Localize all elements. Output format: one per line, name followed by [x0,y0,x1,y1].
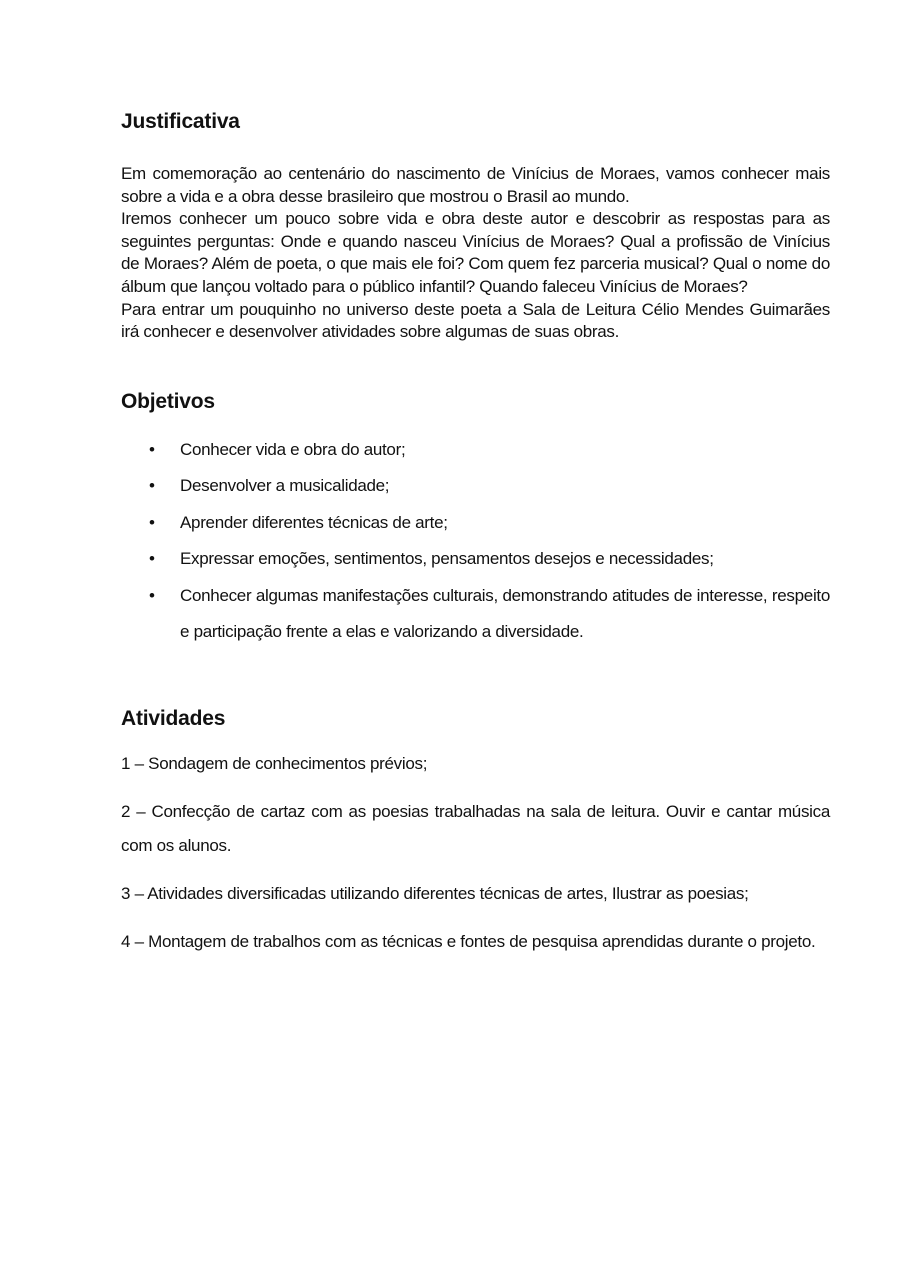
justificativa-paragraph: Iremos conhecer um pouco sobre vida e obra deste autor e descobrir as respostas para as seguintes perguntas: Onde e quando nasceu Vinícius de Moraes? Qual a profissão de Vinícius de Moraes? Além de poeta, o que mais ele foi? Com quem fez parceria musical? Qual o nome do álbum que lançou voltado para o público infantil? Quando faleceu Vinícius de Moraes? [121,209,830,296]
list-item [121,432,830,469]
justificativa-heading: Justificativa [121,110,240,133]
bullet-icon: • [149,585,155,605]
list-item [121,578,830,651]
bullet-icon: • [149,439,155,459]
bullet-icon: • [149,512,155,532]
list-item [121,468,830,505]
objetivos-list [121,432,830,651]
atividade-item: 2 – Confecção de cartaz com as poesias trabalhadas na sala de leitura. Ouvir e cantar música com os alunos. [121,801,830,855]
objetivos-heading: Objetivos [121,389,215,413]
atividade-item: 3 – Atividades diversificadas utilizando diferentes técnicas de artes, Ilustrar as poesias; [121,883,749,903]
list-item-text: Conhecer vida e obra do autor; [180,439,406,459]
document-page [121,110,830,973]
list-item-text: Conhecer algumas manifestações culturais, demonstrando atitudes de interesse, respeito e participação frente a elas e valorizando a diversidade. [180,585,830,642]
list-item-text: Expressar emoções, sentimentos, pensamentos desejos e necessidades; [180,549,714,569]
bullet-icon: • [149,476,155,496]
justificativa-paragraph: Em comemoração ao centenário do nascimento de Vinícius de Moraes, vamos conhecer mais sobre a vida e a obra desse brasileiro que mostrou o Brasil ao mundo. [121,164,830,206]
list-item-text: Desenvolver a musicalidade; [180,476,390,496]
list-item [121,541,830,578]
list-item-text: Aprender diferentes técnicas de arte; [180,512,448,532]
atividade-item: 4 – Montagem de trabalhos com as técnicas e fontes de pesquisa aprendidas durante o projeto. [121,931,816,951]
atividade-item: 1 – Sondagem de conhecimentos prévios; [121,753,428,773]
justificativa-text [121,163,830,344]
justificativa-paragraph: Para entrar um pouquinho no universo deste poeta a Sala de Leitura Célio Mendes Guimarães irá conhecer e desenvolver atividades sobre algumas de suas obras. [121,299,830,342]
list-item [121,505,830,542]
bullet-icon: • [149,549,155,569]
atividades-heading: Atividades [121,706,226,730]
